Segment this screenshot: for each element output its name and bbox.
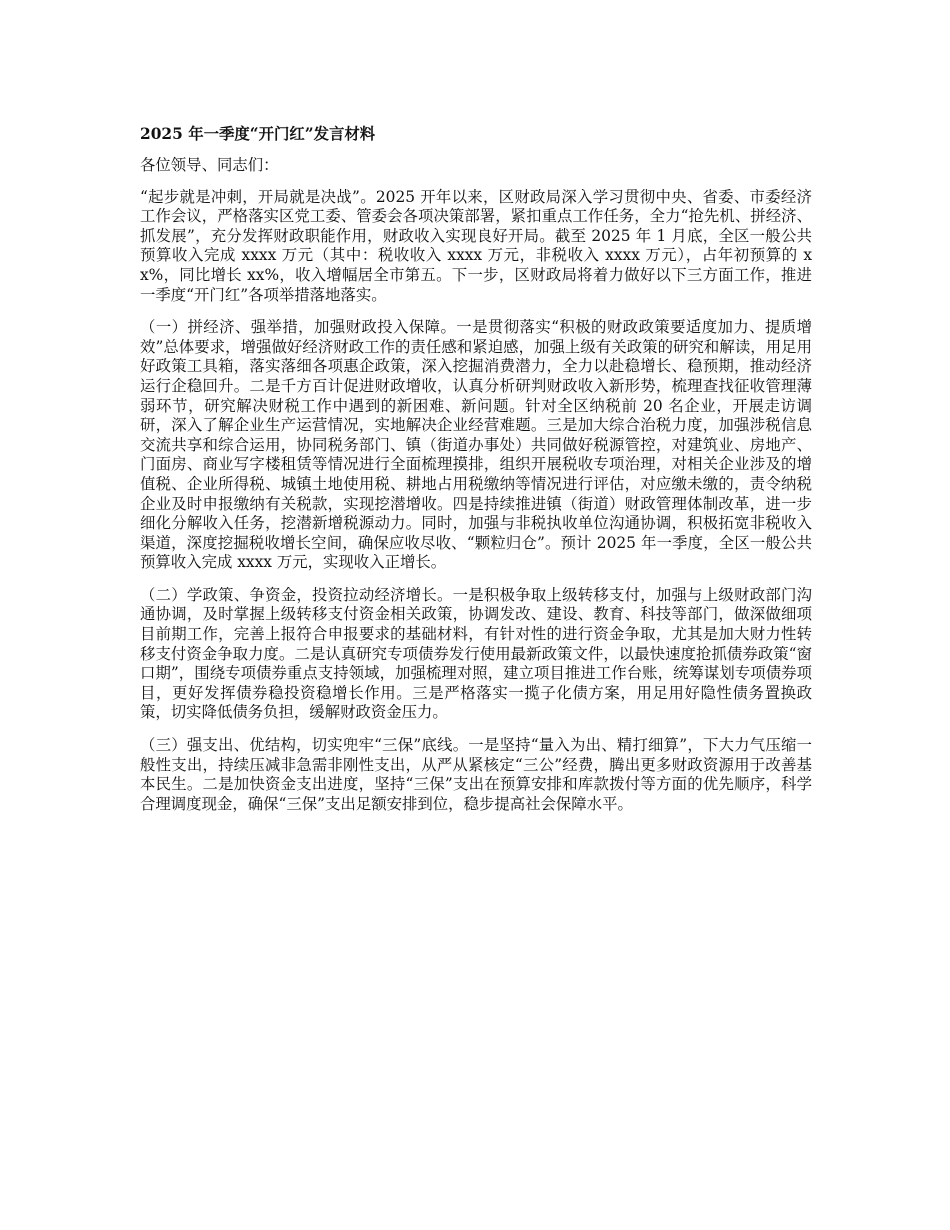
salutation: 各位领导、同志们：	[140, 156, 279, 174]
paragraph-section-1: （一）拼经济、强举措，加强财政投入保障。一是贯彻落实“积极的财政政策要适度加力、提质增效”总体要求，增强做好经济财政工作的责任感和紧迫感，加强上级有关政策的研究和解读，用足用好政策工具箱，落实落细各项惠企政策，深入挖掘消费潜力，全力以赴稳增长、稳预期，推动经济运行企稳回升。二是千方百计促进财政增收，认真分析研判财政收入新形势，梳理查找征收管理薄弱环节，研究解决财税工作中遇到的新困难、新问题。针对全区纳税前 20 名企业，开展走访调研，深入了解企业生产运营情况，实地解决企业经营难题。三是加大综合治税力度，加强涉税信息交流共享和综合运用，协同税务部门、镇（街道办事处）共同做好税源管控，对建筑业、房地产、门面房、商业写字楼租赁等情况进行全面梳理摸排，组织开展税收专项治理，对相关企业涉及的增值税、企业所得税、城镇土地使用税、耕地占用税缴纳等情况进行评估，对应缴未缴的，责令纳税企业及时申报缴纳有关税款，实现挖潜增收。四是持续推进镇（街道）财政管理体制改革，进一步细化分解收入任务，挖潜新增税源动力。同时，加强与非税执收单位沟通协调，积极拓宽非税收入渠道，深度挖掘税收增长空间，确保应收尽收、“颗粒归仓”。预计 2025 年一季度，全区一般公共预算收入完成 xxxx 万元，实现收入正增长。	[140, 318, 812, 572]
paragraph-section-3: （三）强支出、优结构，切实兜牢“三保”底线。一是坚持“量入为出、精打细算”，下大力气压缩一般性支出，持续压减非急需非刚性支出，从严从紧核定“三公”经费，腾出更多财政资源用于改善基本民生。二是加快资金支出进度，坚持“三保”支出在预算安排和库款拨付等方面的优先顺序，科学合理调度现金，确保“三保”支出足额安排到位，稳步提高社会保障水平。	[140, 736, 812, 813]
paragraph-intro: “起步就是冲刺，开局就是决战”。2025 开年以来，区财政局深入学习贯彻中央、省委、市委经济工作会议，严格落实区党工委、管委会各项决策部署，紧扣重点工作任务，全力“抢先机、拼经济、抓发展”，充分发挥财政职能作用，财政收入实现良好开局。截至 2025 年 1 月底，全区一般公共预算收入完成 xxxx 万元（其中：税收收入 xxxx 万元，非税收入 xxxx 万元），占年初预算的 xx%，同比增长 xx%，收入增幅居全市第五。下一步，区财政局将着力做好以下三方面工作，推进一季度“开门红”各项举措落地落实。	[140, 187, 812, 304]
document-title: 2025 年一季度“开门红”发言材料	[140, 125, 376, 143]
paragraph-section-2: （二）学政策、争资金，投资拉动经济增长。一是积极争取上级转移支付，加强与上级财政部门沟通协调，及时掌握上级转移支付资金相关政策，协调发改、建设、教育、科技等部门，做深做细项目前期工作，完善上报符合申报要求的基础材料，有针对性的进行资金争取，尤其是加大财力性转移支付资金争取力度。二是认真研究专项债券发行使用最新政策文件，以最快速度抢抓债券政策“窗口期”，围绕专项债券重点支持领域，加强梳理对照，建立项目推进工作台账，统筹谋划专项债券项目，更好发挥债券稳投资稳增长作用。三是严格落实一揽子化债方案，用足用好隐性债务置换政策，切实降低债务负担，缓解财政资金压力。	[140, 585, 812, 722]
document-page	[140, 124, 812, 827]
